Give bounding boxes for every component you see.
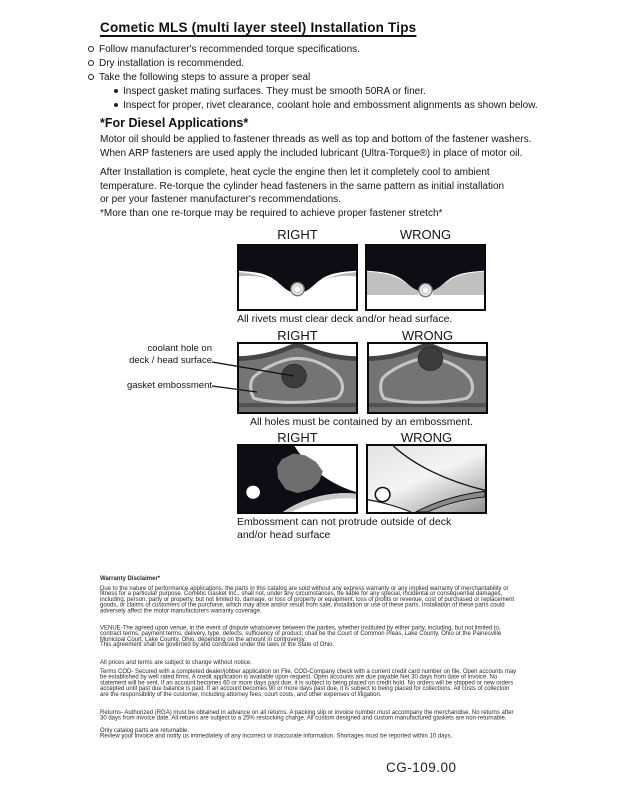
open-bullet-icon xyxy=(88,74,94,80)
row1-caption: All rivets must clear deck and/or head surface. xyxy=(237,313,453,325)
warranty-disclaimer xyxy=(100,576,556,739)
rivet-wrong-diagram xyxy=(365,244,486,311)
protrusion-wrong-diagram xyxy=(366,444,487,514)
bullet-text: Inspect for proper, rivet clearance, coolant hole and embossment alignments as shown below. xyxy=(123,99,538,111)
diesel-paragraph-2: After Installation is complete, heat cycle the engine then let it completely cool to ambient temperature. Re-torque the cylinder head fasteners in the same pattern as initial installation or per your fastener manufacturer's recommendations. xyxy=(100,167,505,205)
bullet-text: Inspect gasket mating surfaces. They must be smooth 50RA or finer. xyxy=(123,85,426,97)
list-item xyxy=(88,56,244,70)
diesel-paragraph-1: Motor oil should be applied to fastener threads as well as top and bottom of the fastener washers. When ARP fasteners are used apply the included lubricant (Ultra-Torque®) in place of motor oil. xyxy=(100,134,532,159)
rivet-right-diagram xyxy=(237,244,358,311)
retorque-footnote: *More than one re-torque may be required to achieve proper fastener stretch* xyxy=(100,208,443,219)
prices-paragraph: All prices and terms are subject to change without notice. xyxy=(100,659,252,666)
row2-caption: All holes must be contained by an embossment. xyxy=(250,416,473,428)
bullet-text: Take the following steps to assure a proper seal xyxy=(99,71,311,83)
list-item xyxy=(114,84,426,98)
right-label: RIGHT xyxy=(277,430,318,445)
list-item xyxy=(114,98,538,112)
coolant-hole-label: coolant hole on deck / head surface xyxy=(129,343,212,366)
warranty-heading: Warranty Disclaimer* xyxy=(100,575,161,582)
wrong-label: WRONG xyxy=(400,430,453,445)
wrong-label: WRONG xyxy=(401,328,454,343)
filled-bullet-icon xyxy=(114,103,118,107)
warranty-paragraph: Due to the nature of performance applications, the parts in this catalog are sold without any express warranty or any implied warranty of merchantability or fitness for a particular purpose. Cometic Gasket Inc., shall not, under any circumstances, be liable for any special, incidental or consequential damages, including, person, party or property, but not limited to, damage, or loss of property or equipment, loss of profits or revenue, cost of purchased or replacement goods, or claims of customers of the purchase, which may arise and/or result from sale, installation or use of these parts. Installation of these parts could adversely affect the motor manufacturers warranty coverage. xyxy=(100,584,515,615)
embossment-wrong-diagram xyxy=(367,342,488,414)
terms-paragraph: Terms COD- Secured with a completed dealer/jobber application on File, COD-Company check with a current credit card number on file. Open accounts may be established by well rated firms. A credit application is available upon request. Open accounts are due payable Net 30 days from date of invoice. No statement will be sent. If an account becomes 60 or more days past due, it is subject to being placed on credit hold. No orders will be shipped or new orders accepted until past due balance is paid. If an account becomes 90 or more days past due, it is subject to being placed for collections. All costs of collection are the responsibility of the customer, including attorney fees, court costs, and other expenses of litigation. xyxy=(100,668,517,698)
wrong-label: WRONG xyxy=(399,227,452,242)
page-code: CG-109.00 xyxy=(386,760,457,775)
returns-paragraph: Returns- Authorized (RGA) must be obtained in advance on all returns. A packing slip or invoice number must accompany the merchandise. No returns after 30 days from invoice date. All returns are subject to a 25% restocking charge. All custom designed and custom manufactured gaskets are non-returnable. xyxy=(100,708,514,722)
list-item xyxy=(88,42,360,56)
filled-bullet-icon xyxy=(114,89,118,93)
right-label: RIGHT xyxy=(277,227,318,242)
catalog-parts-paragraph: Only catalog parts are returnable. Review your invoice and notify us immediately of any incorrect or inaccurate information. Shortages must be reported within 10 days. xyxy=(100,727,453,740)
list-item xyxy=(88,70,310,84)
right-label: RIGHT xyxy=(277,328,318,343)
open-bullet-icon xyxy=(88,60,94,66)
bullet-text: Follow manufacturer's recommended torque specifications. xyxy=(99,43,360,55)
protrusion-right-diagram xyxy=(237,444,358,514)
open-bullet-icon xyxy=(88,46,94,52)
row3-caption: Embossment can not protrude outside of deck and/or head surface xyxy=(237,516,452,541)
diesel-heading: *For Diesel Applications* xyxy=(100,116,249,130)
venue-paragraph: VENUE-The agreed upon venue, in the event of dispute whatsoever between the parties, whether instituted by either party, including, but not limited to, contract terms, payment terms, delivery, type, defects, sufficiency of product, shall be the Court of Common Pleas, Lake County, Ohio or the Painesville Municipal Court, Lake County, Ohio, depending on the amount in controversy. This agreement shall be governed by and construed under the laws of the State of Ohio. xyxy=(100,624,502,649)
page-title: Cometic MLS (multi layer steel) Installation Tips xyxy=(100,20,417,35)
gasket-embossment-label: gasket embossment xyxy=(126,380,212,391)
bullet-text: Dry installation is recommended. xyxy=(99,57,245,69)
leader-lines xyxy=(205,355,315,400)
